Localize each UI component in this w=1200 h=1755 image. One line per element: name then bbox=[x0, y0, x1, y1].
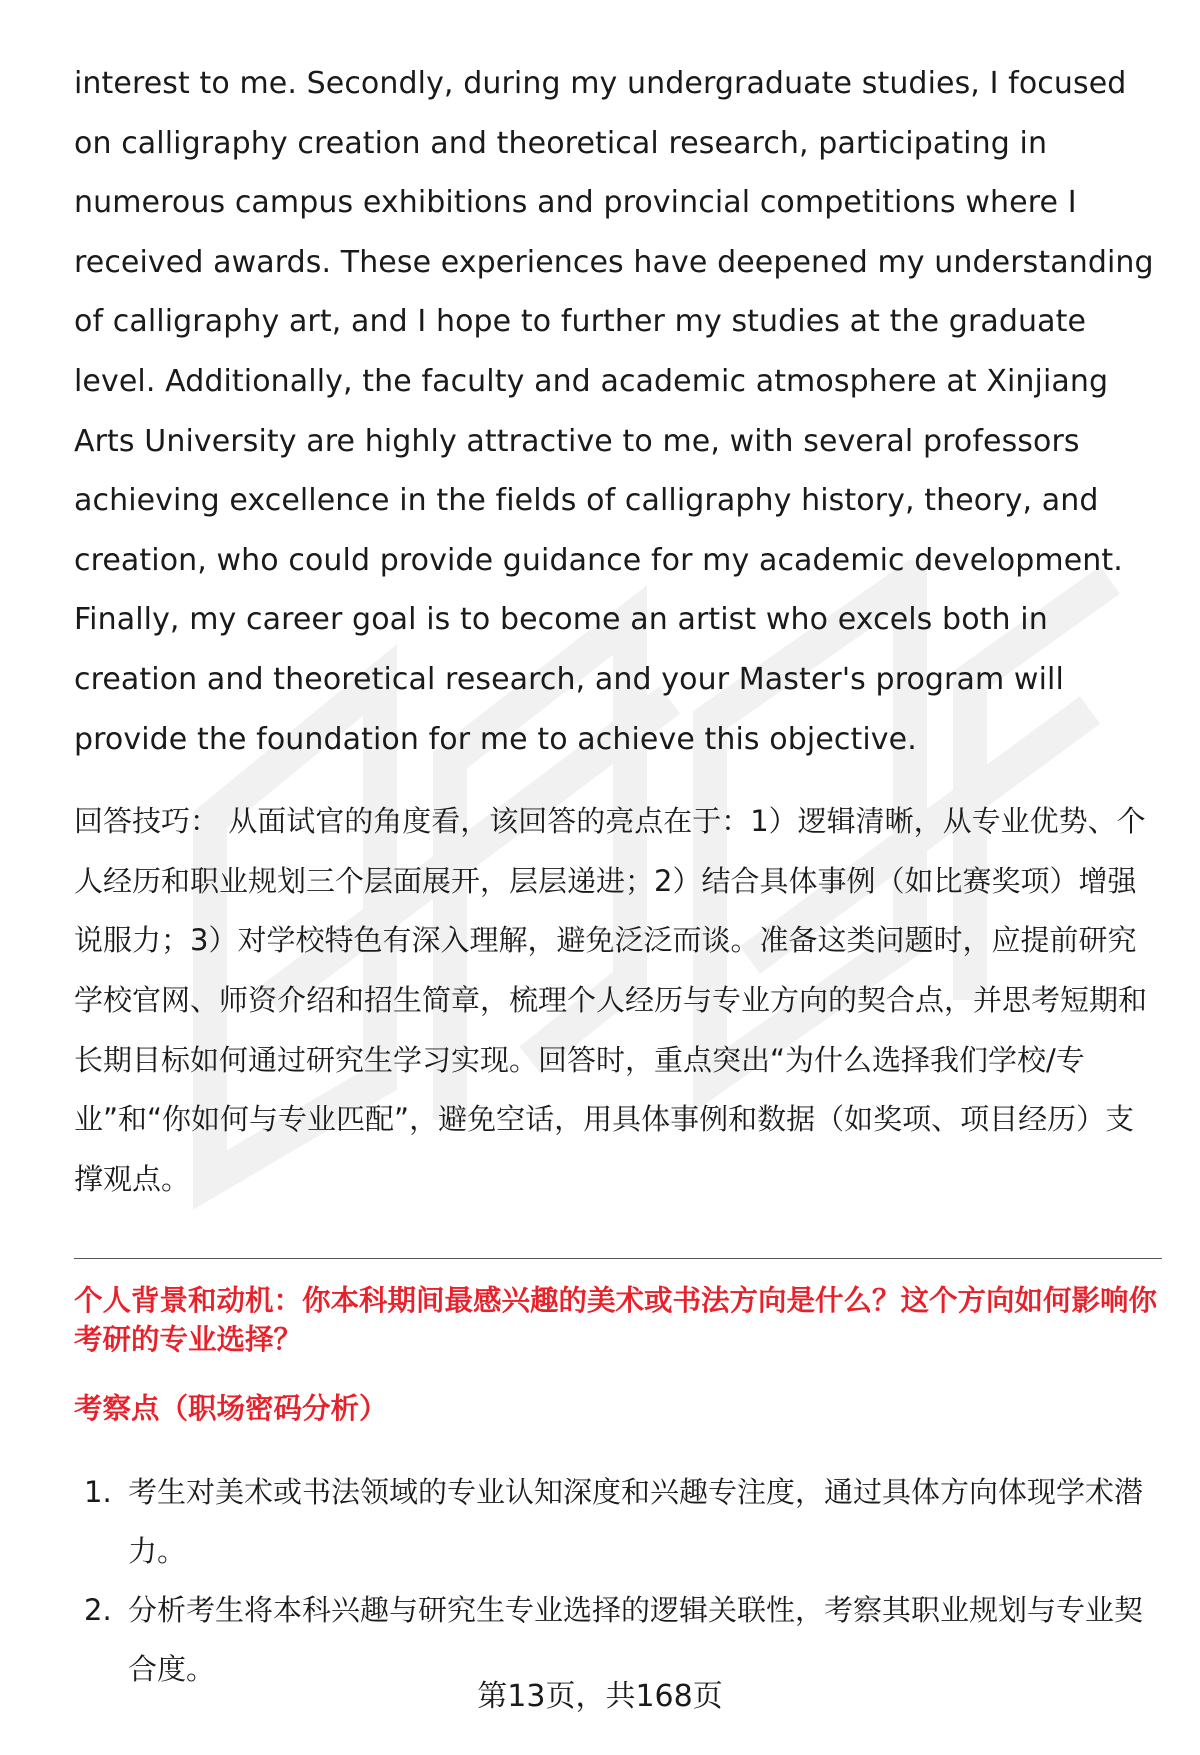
list-item-text: 分析考生将本科兴趣与研究生专业选择的逻辑关联性，考察其职业规划与专业契合度。 bbox=[128, 1593, 1144, 1687]
list-item bbox=[74, 1463, 1162, 1581]
tips-paragraph: 回答技巧： 从面试官的角度看，该回答的亮点在于：1）逻辑清晰，从专业优势、个人经历和职业规划三个层面展开，层层递进；2）结合具体事例（如比赛奖项）增强说服力；3）对学校特色有深入理解，避免泛泛而谈。准备这类问题时，应提前研究学校官网、师资介绍和招生简章，梳理个人经历与专业方向的契合点，并思考短期和长期目标如何通过研究生学习实现。回答时，重点突出“为什么选择我们学校/专业”和“你如何与专业匹配”，避免空话，用具体事例和数据（如奖项、项目经历）支撑观点。 bbox=[74, 804, 1148, 1196]
analysis-title: 考察点（职场密码分析） bbox=[74, 1392, 388, 1426]
list-number: 2. bbox=[84, 1593, 112, 1628]
section-divider bbox=[74, 1258, 1162, 1259]
page-number-footer: 第13页，共168页 bbox=[477, 1679, 723, 1714]
analysis-points bbox=[74, 1463, 1162, 1699]
list-item-text: 考生对美术或书法领域的专业认知深度和兴趣专注度，通过具体方向体现学术潜力。 bbox=[128, 1475, 1144, 1569]
document-content bbox=[74, 54, 1162, 1699]
question-heading: 个人背景和动机：你本科期间最感兴趣的美术或书法方向是什么？这个方向如何影响你考研的专业选择？ bbox=[74, 1284, 1158, 1357]
answer-paragraph: interest to me. Secondly, during my undergraduate studies, I focused on calligraphy creation and theoretical research, participating in numerous campus exhibitions and provincial competitions where I received awards. These experiences have deepened my understanding of calligraphy art, and I hope to further my studies at the graduate level. Additionally, the faculty and academic atmosphere at Xinjiang Arts University are highly attractive to me, with several professors achieving excellence in the fields of calligraphy history, theory, and creation, who could provide guidance for my academic development. Finally, my career goal is to become an artist who excels both in creation and theoretical research, and your Master's program will provide the foundation for me to achieve this objective. bbox=[74, 66, 1154, 757]
list-number: 1. bbox=[84, 1475, 112, 1510]
